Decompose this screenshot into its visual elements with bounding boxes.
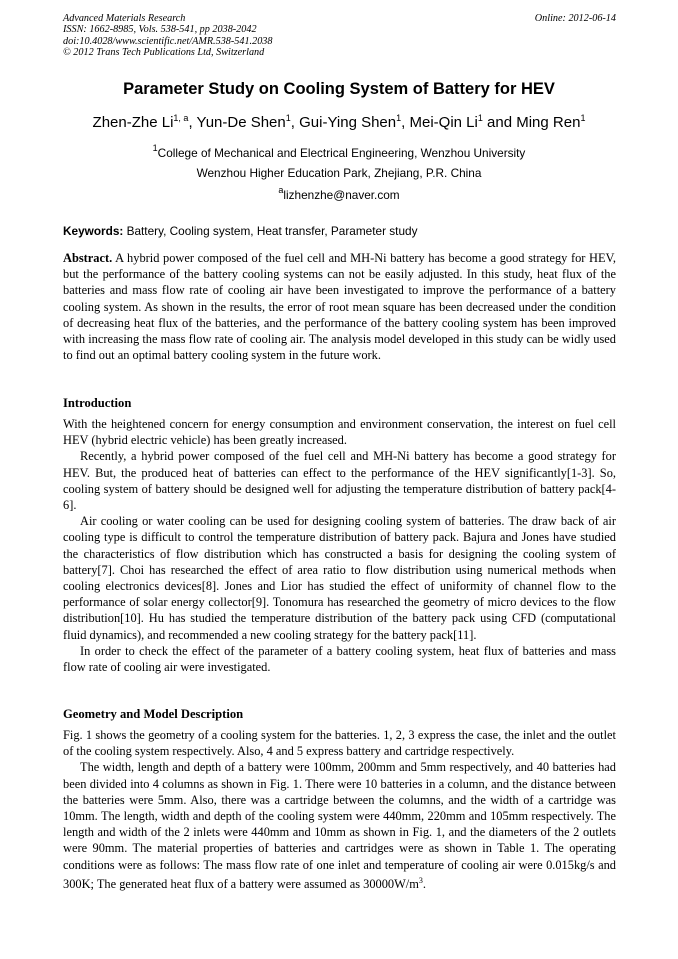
author-name: Zhen-Zhe Li (92, 114, 174, 131)
keywords-label: Keywords: (63, 224, 124, 238)
author-affiliation-mark: 1, a (173, 113, 189, 123)
geometry-heading: Geometry and Model Description (63, 707, 244, 721)
introduction-body (63, 416, 616, 675)
paragraph: In order to check the effect of the parameter of a battery cooling system, heat flux of batteries and mass flow rate of cooling air were investigated. (63, 643, 616, 675)
author-name: Ming Ren (516, 114, 581, 131)
author-list: Zhen-Zhe Li$^{1, a}$, Yun-De Shen$^1$, Gui-Ying Shen$^1$, Mei-Qin Li$^1$ and Ming Ren$^1$ (92, 113, 586, 131)
author-name: Gui-Ying Shen (299, 114, 397, 131)
paragraph: Recently, a hybrid power composed of the fuel cell and MH-Ni battery has become a good strategy for HEV. But, the produced heat of batteries can effect to the performance of the HEV significantly[1-3]. So, cooling system of battery should be designed well for adjusting the temperature distribution of battery pack[4-6]. (63, 449, 616, 513)
email-address[interactable]: lizhenzhe@naver.com (283, 188, 400, 202)
issn-line: ISSN: 1662-8985, Vols. 538-541, pp 2038-2042 (63, 24, 257, 36)
paragraph: Air cooling or water cooling can be used for designing cooling system of batteries. The draw back of air cooling type is difficult to control the temperature distribution of battery pack. Bajura and Jones have studied the characteristics of flow distribution which has constructed a basis for designing the cooling system of battery[7]. Choi has researched the effect of area ratio to flow distribution using numerical methods when cooling electronics devices[8]. Jones and Lior has studied the effect of uniformity of channel flow to the performance of solar energy collector[9]. Tonomura has researched the geometry of micro devices to the flow distribution[10]. Hu has studied the temperature distribution of the battery pack using CFD (computational fluid dynamics), and recommended a new cooling strategy for the battery pack[11]. (63, 514, 616, 642)
journal-name: Advanced Materials Research (63, 13, 186, 24)
paper-title: Parameter Study on Cooling System of Battery for HEV (123, 80, 555, 98)
author-name: Mei-Qin Li (409, 114, 478, 131)
geometry-body (63, 727, 616, 892)
abstract-text: A hybrid power composed of the fuel cell and MH-Ni battery has become a good strategy for HEV, but the performance of the battery cooling systems can not be easily adjusted. In this study, heat flux of the batteries and mass flow rate of cooling air have been investigated to improve the performance of a battery cooling system. As shown in the results, the error of root mean square has been decreased under the condition of decreasing heat flux of the batteries, and the performance of the battery cooling system has been improved with increasing the mass flow rate of cooling air. The analysis model developed in this study can be widly used to find out an optimal battery cooling system in the future work. (63, 251, 616, 363)
email-mark: a (278, 185, 284, 195)
copyright-line: © 2012 Trans Tech Publications Ltd, Switzerland (63, 47, 265, 59)
author-email (0, 185, 678, 202)
author-affiliation-mark: 1 (580, 113, 586, 123)
doi-line: doi:10.4028/www.scientific.net/AMR.538-541.2038 (63, 35, 273, 47)
author-affiliation-mark: 1 (396, 113, 402, 123)
affiliation-mark: 1 (152, 143, 158, 153)
keywords (63, 224, 417, 238)
abstract-label: Abstract. (63, 251, 113, 265)
abstract (63, 250, 616, 363)
journal-header (63, 13, 616, 59)
paragraph: With the heightened concern for energy consumption and environment conservation, the interest on fuel cell HEV (hybrid electric vehicle) has been greatly increased. (63, 417, 616, 448)
paragraph: The width, length and depth of a battery were 100mm, 200mm and 5mm respectively, and 40 batteries had been divided into 4 columns as shown in Fig. 1. There were 10 batteries in a column, and the distance between the batteries were 5mm. Also, there was a cartridge between the columns, and the width of a cartridge was 10mm. The length, width and depth of the cooling system were 440mm, 220mm and 105mm respectively. The length and width of the 2 inlets were 440mm and 10mm as shown in Fig. 1, and the diameters of the 2 outlets were 90mm. The material properties of batteries and cartridges were as shown in Table 1. The operating conditions were as follows: The mass flow rate of one inlet and temperature of cooling air were 0.015kg/s and 300K; The generated heat flux of a battery were assumed as $30000W/m^3$. (63, 760, 616, 891)
keywords-text: Battery, Cooling system, Heat transfer, Parameter study (123, 224, 418, 238)
introduction-heading: Introduction (63, 396, 132, 410)
author-name: Yun-De Shen (196, 114, 286, 131)
affiliation-line-2: Wenzhou Higher Education Park, Zhejiang, P.R. China (196, 166, 482, 180)
author-affiliation-mark: 1 (477, 113, 483, 123)
paragraph: Fig. 1 shows the geometry of a cooling system for the batteries. 1, 2, 3 express the case, the inlet and the outlet of the cooling system respectively. Also, 4 and 5 express battery and cartridge respectively. (63, 728, 616, 759)
author-affiliation-mark: 1 (285, 113, 291, 123)
affiliation-line-1: $^1$College of Mechanical and Electrical Engineering, Wenzhou University (152, 143, 526, 160)
online-date: Online: 2012-06-14 (534, 13, 616, 24)
